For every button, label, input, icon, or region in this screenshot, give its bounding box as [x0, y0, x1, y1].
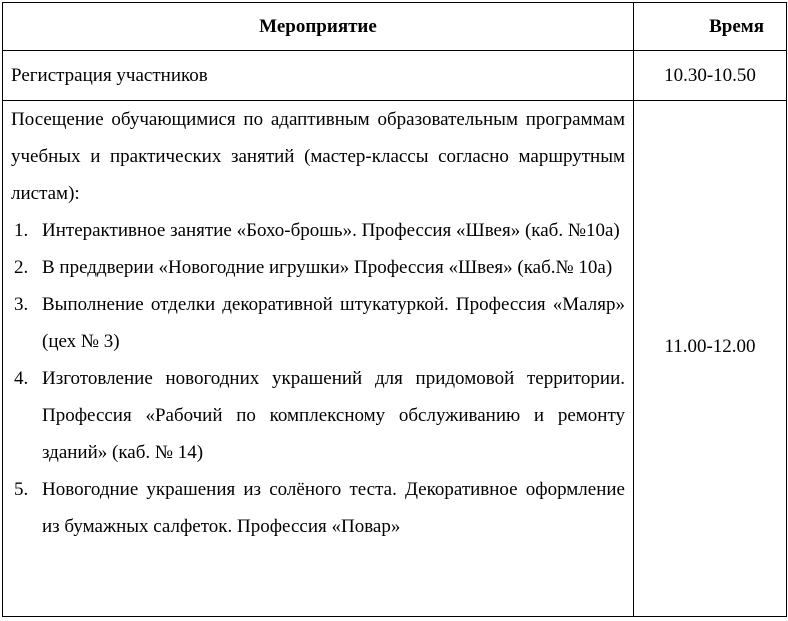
event-intro: Посещение обучающимися по адаптивным образовательным программам учебных и практических занятий (мастер-классы согласно маршрутным листам):: [11, 109, 625, 204]
table-row: [3, 101, 787, 617]
list-item: [11, 286, 625, 360]
list-item-text: В преддверии «Новогодние игрушки» Профессия «Швея» (каб.№ 10а): [42, 257, 613, 278]
header-event: Мероприятие: [3, 3, 634, 51]
header-row: [3, 3, 787, 51]
list-item: [11, 212, 625, 249]
schedule-table: [2, 2, 787, 617]
list-item: [11, 471, 625, 545]
list-item: [11, 360, 625, 471]
list-item-number: 2.: [14, 257, 29, 278]
list-item: [11, 249, 625, 286]
time-cell: 11.00-12.00: [634, 101, 787, 617]
list-item-text: Выполнение отделки декоративной штукатуркой. Профессия «Маляр» (цех № 3): [42, 294, 625, 352]
header-time: Время: [634, 3, 787, 51]
list-item-number: 4.: [14, 368, 29, 389]
event-cell: [3, 101, 634, 617]
list-item-text: Новогодние украшения из солёного теста. Декоративное оформление из бумажных салфеток. Профессия «Повар»: [42, 479, 625, 537]
list-item-number: 5.: [14, 479, 29, 500]
list-item-number: 3.: [14, 294, 29, 315]
list-item-text: Изготовление новогодних украшений для придомовой территории. Профессия «Рабочий по комплексному обслуживанию и ремонту зданий» (каб. № 14): [42, 368, 625, 463]
list-item-number: 1.: [14, 220, 29, 241]
list-item-text: Интерактивное занятие «Бохо-брошь». Профессия «Швея» (каб. №10а): [42, 220, 620, 241]
event-list: [11, 212, 625, 545]
time-cell: 10.30-10.50: [634, 51, 787, 101]
table-row: [3, 51, 787, 101]
event-cell: Регистрация участников: [3, 51, 634, 101]
